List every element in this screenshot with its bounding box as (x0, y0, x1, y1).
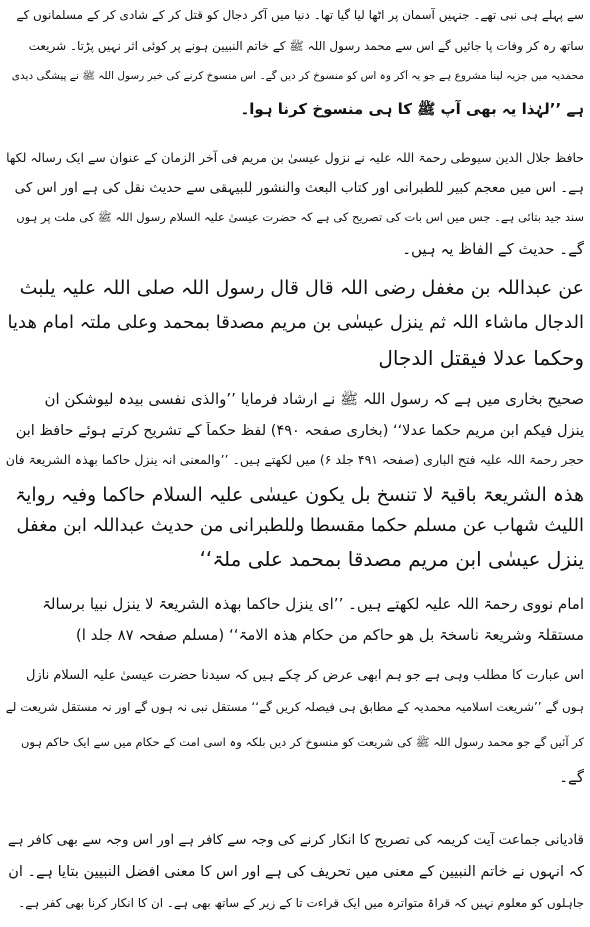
hadith-line: عن عبداللہ بن مغفل رضی اللہ قال قال رسول اللہ صلی اللہ علیہ یلبث (19, 277, 584, 299)
quote-line: ینزل عیسٰی ابن مریم مصدقا بمحمد علی ملۃ‘‘ (199, 547, 584, 571)
text-line: صحیح بخاری میں ہے کہ رسول اللہ ﷺ نے ارشاد فرمایا ’’والذی نفسی بیدہ لیوشکن ان (44, 390, 584, 408)
text-line: گے۔ (559, 768, 584, 786)
quote-line: اللیث شھاب عن مسلم حکما مقسطا وللطبرانی من حدیث عبداللہ ابن مغفل (16, 515, 584, 536)
hadith-line: وحکما عدلا فیقتل الدجال (378, 346, 584, 370)
text-line: مستقلۃ وشریعۃ ناسخۃ بل ھو حاکم من حکام ھذہ الامۃ‘‘ (مسلم صفحہ ۸۷ جلد ا) (75, 626, 584, 644)
text-line: ینزل فیکم ابن مریم حکما عدلا‘‘ (بخاری صفحہ ۴۹۰) لفظ حکماً کے تشریح کرتے ہوئے حافظ ابن (15, 423, 584, 439)
text-line: ساتھ رہ کر وفات پا جائیں گے اس سے محمد رسول اللہ ﷺ کے خاتم النبیین ہونے پر کوئی اثر نہیں پڑتا۔ شریعت (28, 39, 584, 53)
text-line: قادیانی جماعت آیت کریمہ کی تصریح کا انکار کرنے کی وجہ سے کافر ہے اور اس وجہ سے بھی کافر ہے (7, 832, 584, 848)
text-line: امام نووی رحمۃ اللہ علیہ لکھتے ہیں۔ ’’ای ینزل حاکما بھذہ الشریعۃ لا ینزل نبیا برسالۃ (42, 595, 584, 613)
text-line: سے پہلے ہی نبی تھے۔ جنہیں آسمان پر اٹھا لیا گیا تھا۔ دنیا میں آکر دجال کو قتل کر کے شادی کر کے مسلمانوں کے (16, 8, 584, 22)
text-line: حجر رحمۃ اللہ علیہ فتح الباری (صفحہ ۴۹۱ جلد ۶) میں لکھتے ہیں۔ ’’والمعنی انہ ینزل حاکما بھذہ الشریعۃ فان (6, 452, 584, 467)
quote-line: ھذہ الشریعۃ باقیۃ لا تنسخ بل یکون عیسٰی علیہ السلام حاکما وفیہ روایۃ (14, 484, 584, 506)
text-line: محمدیہ میں جزیہ لینا مشروع ہے جو یہ آکر وہ اس کو منسوخ کر دیں گے۔ اس منسوخ کرنے کی خبر رسول اللہ ﷺ نے پیشگی دیدی (11, 70, 584, 82)
text-line: گے۔ حدیث کے الفاظ یہ ہیں۔ (402, 240, 584, 258)
text-line: ہوں گے ’’شریعت اسلامیہ محمدیہ کے مطابق ہی فیصلہ کریں گے‘‘ مستقل نبی نہ ہوں گے اور نہ مستقل شریعت لے (6, 700, 584, 714)
text-line: حافظ جلال الدین سیوطی رحمۃ اللہ علیہ نے نزول عیسیٰ بن مریم فی آخر الزمان کے عنوان سے ایک رسالہ لکھا (6, 150, 584, 165)
text-line: کر آئیں گے جو محمد رسول اللہ ﷺ کی شریعت کو منسوخ کر دیں بلکہ وہ اسی امت کے حکام میں سے ایک حاکم ہوں (20, 735, 584, 749)
text-line: کہ انہوں نے خاتم النبیین کے معنی میں تحریف کی ہے اور اس کا معنی افضل النبیین بتایا ہے۔ ان (8, 864, 584, 880)
text-line: ہے ’’لہٰذا یہ بھی آپ ﷺ کا ہی منسوخ کرنا ہوا۔ (240, 100, 584, 118)
text-line: جاہلوں کو معلوم نہیں کہ قراۃ متواترہ میں ایک قراءت تا کے زیر کے ساتھ بھی ہے۔ ان کا انکار کرنا بھی کفر ہے۔ (18, 896, 584, 910)
text-line: سند جید بتائی ہے۔ جس میں اس بات کی تصریح کی ہے کہ حضرت عیسیٰ علیہ السلام رسول اللہ ﷺ کی ملت پر ہوں (16, 210, 584, 224)
text-line: ہے۔ اس میں معجم کبیر للطبرانی اور کتاب البعث والنشور للبیہقی سے حدیث نقل کی ہے اور اس کی (14, 180, 584, 196)
hadith-line: الدجال ماشاء اللہ ثم ینزل عیسٰی بن مریم مصدقا بمحمد وعلی ملتہ امام ھدیا (7, 312, 584, 333)
text-line: اس عبارت کا مطلب وہی ہے جو ہم ابھی عرض کر چکے ہیں کہ سیدنا حضرت عیسیٰ علیہ السلام نازل (25, 668, 584, 683)
